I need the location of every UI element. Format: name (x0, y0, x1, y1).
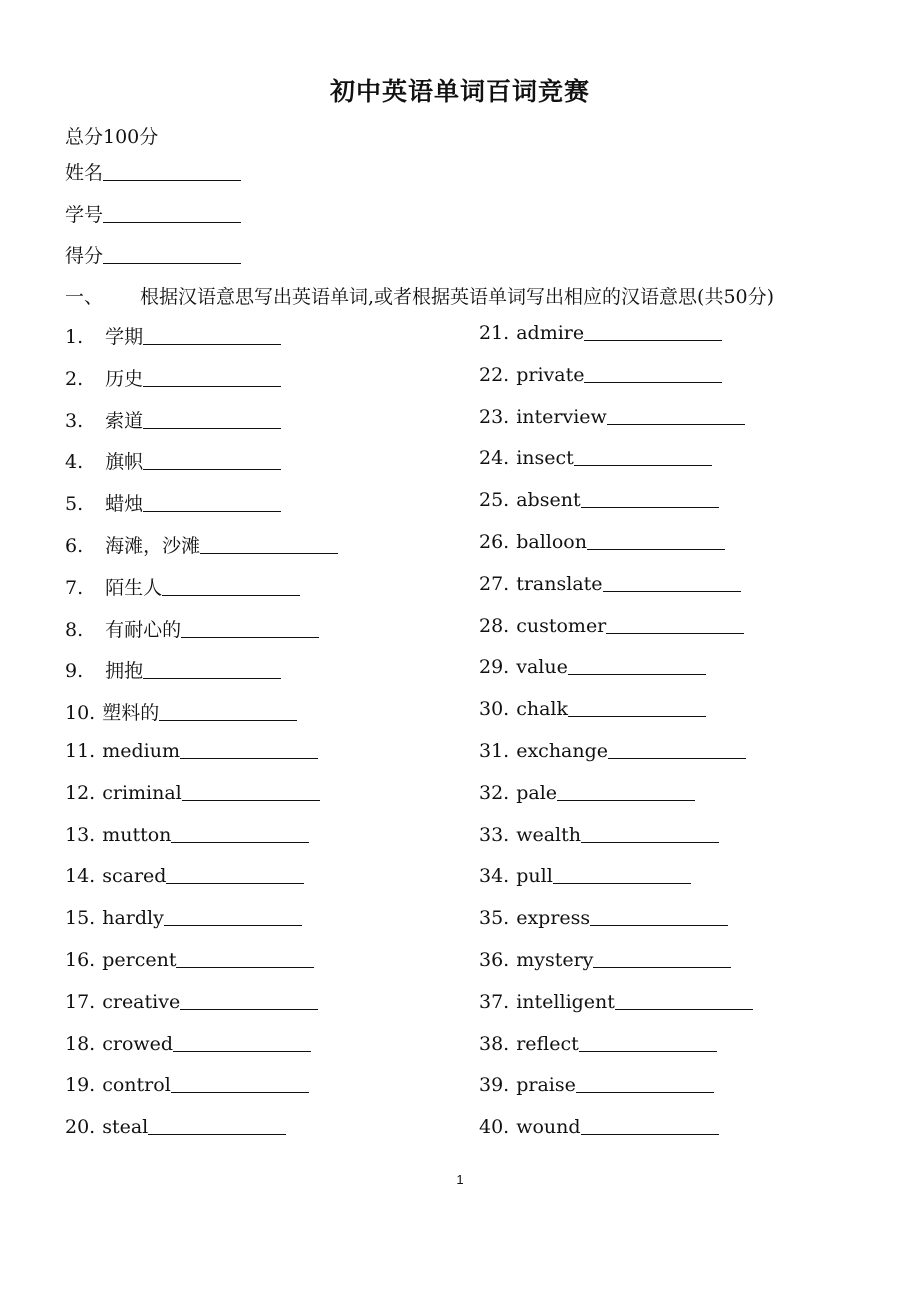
question-word: 历史 (105, 367, 144, 390)
answer-blank[interactable] (164, 907, 302, 926)
question-number: 15. (65, 907, 96, 930)
question-item (65, 447, 338, 489)
question-word: balloon (516, 530, 587, 553)
question-word: hardly (102, 907, 164, 930)
question-number: 32. (479, 781, 510, 804)
answer-blank[interactable] (181, 619, 319, 638)
question-item (479, 740, 753, 782)
total-score: 总分100分 (65, 126, 159, 148)
question-word: mystery (516, 948, 594, 971)
student-id-field (65, 200, 241, 227)
right-question-column (479, 322, 753, 1158)
score-label: 得分 (65, 245, 104, 267)
answer-blank[interactable] (581, 489, 719, 508)
answer-blank[interactable] (159, 702, 297, 721)
question-number: 21. (479, 322, 510, 344)
question-item (65, 573, 338, 615)
answer-blank[interactable] (180, 740, 318, 759)
question-number: 8. (65, 618, 84, 641)
score-field (65, 241, 241, 268)
question-number: 16. (65, 948, 96, 971)
name-blank[interactable] (103, 162, 241, 181)
question-word: exchange (516, 739, 609, 762)
question-number: 19. (65, 1074, 96, 1097)
question-item (65, 740, 338, 782)
question-item (65, 1116, 338, 1158)
question-word: 旗帜 (105, 451, 144, 474)
answer-blank[interactable] (162, 577, 300, 596)
question-item (65, 322, 338, 364)
answer-blank[interactable] (182, 782, 320, 801)
answer-blank[interactable] (606, 615, 744, 634)
question-number: 30. (479, 698, 510, 721)
name-label: 姓名 (65, 162, 104, 184)
answer-blank[interactable] (143, 493, 281, 512)
question-word: 海滩，沙滩 (105, 534, 201, 557)
question-word: customer (516, 614, 607, 637)
student-id-label: 学号 (65, 204, 104, 226)
question-item (479, 656, 753, 698)
question-word: absent (516, 489, 581, 512)
question-item (65, 907, 338, 949)
answer-blank[interactable] (574, 447, 712, 466)
answer-blank[interactable] (148, 1116, 286, 1135)
question-number: 17. (65, 990, 96, 1013)
answer-blank[interactable] (553, 865, 691, 884)
question-number: 14. (65, 865, 96, 888)
answer-blank[interactable] (143, 451, 281, 470)
answer-blank[interactable] (180, 991, 318, 1010)
question-number: 33. (479, 823, 510, 846)
question-word: scared (102, 865, 167, 888)
question-number: 35. (479, 907, 510, 930)
answer-blank[interactable] (607, 406, 745, 425)
question-word: 蜡烛 (105, 493, 144, 516)
question-number: 10. (65, 702, 96, 725)
score-blank[interactable] (103, 245, 241, 264)
question-word: interview (516, 405, 607, 428)
answer-blank[interactable] (581, 1116, 719, 1135)
question-number: 23. (479, 405, 510, 428)
answer-blank[interactable] (176, 949, 314, 968)
question-word: wound (516, 1116, 581, 1139)
question-item (479, 322, 753, 364)
question-word: medium (102, 739, 180, 762)
question-item (479, 1074, 753, 1116)
section-instruction: 根据汉语意思写出英语单词,或者根据英语单词写出相应的汉语意思(共50分) (140, 286, 775, 308)
question-item (479, 907, 753, 949)
answer-blank[interactable] (587, 531, 725, 550)
answer-blank[interactable] (579, 1033, 717, 1052)
question-word: steal (102, 1116, 149, 1139)
question-word: percent (102, 948, 177, 971)
name-field (65, 158, 241, 185)
question-number: 29. (479, 656, 510, 679)
question-item (479, 531, 753, 573)
question-number: 22. (479, 363, 510, 386)
question-word: express (516, 907, 591, 930)
question-item (479, 824, 753, 866)
question-number: 4. (65, 451, 84, 474)
answer-blank[interactable] (171, 1074, 309, 1093)
page-title: 初中英语单词百词竞赛 (329, 77, 590, 106)
question-number: 7. (65, 576, 84, 599)
question-number: 3. (65, 409, 84, 432)
question-word: reflect (516, 1032, 579, 1055)
question-item (479, 949, 753, 991)
question-word: value (516, 656, 568, 679)
page-number: 1 (456, 1172, 464, 1187)
question-item (65, 656, 338, 698)
answer-blank[interactable] (603, 573, 741, 592)
question-item (479, 782, 753, 824)
answer-blank[interactable] (173, 1033, 311, 1052)
question-number: 18. (65, 1032, 96, 1055)
question-number: 6. (65, 534, 84, 557)
question-word: 学期 (105, 326, 144, 348)
question-word: criminal (102, 781, 182, 804)
question-word: 塑料的 (102, 702, 160, 725)
question-word: 拥抱 (105, 660, 144, 683)
section-number: 一、 (65, 286, 104, 308)
question-word: admire (516, 322, 585, 344)
answer-blank[interactable] (143, 660, 281, 679)
question-number: 2. (65, 367, 84, 390)
question-number: 11. (65, 739, 96, 762)
question-word: intelligent (516, 990, 615, 1013)
question-item (479, 447, 753, 489)
question-number: 39. (479, 1074, 510, 1097)
student-id-blank[interactable] (103, 204, 241, 223)
question-item (65, 489, 338, 531)
question-number: 34. (479, 865, 510, 888)
question-item (479, 406, 753, 448)
question-number: 26. (479, 530, 510, 553)
answer-blank[interactable] (584, 322, 722, 341)
question-item (65, 698, 338, 740)
answer-blank[interactable] (143, 410, 281, 429)
question-item (65, 991, 338, 1033)
answer-blank[interactable] (590, 907, 728, 926)
question-item (479, 865, 753, 907)
question-item (65, 865, 338, 907)
question-item (479, 1033, 753, 1075)
question-number: 9. (65, 660, 84, 683)
question-word: 陌生人 (105, 576, 163, 599)
answer-blank[interactable] (171, 824, 309, 843)
question-number: 12. (65, 781, 96, 804)
question-item (65, 615, 338, 657)
question-item (479, 573, 753, 615)
question-word: pull (516, 865, 553, 888)
question-item (65, 782, 338, 824)
question-number: 37. (479, 990, 510, 1013)
question-word: 索道 (105, 409, 144, 432)
question-number: 5. (65, 493, 84, 516)
question-word: chalk (516, 698, 569, 721)
question-number: 40. (479, 1116, 510, 1139)
question-item (479, 698, 753, 740)
question-number: 36. (479, 948, 510, 971)
answer-blank[interactable] (557, 782, 695, 801)
question-number: 20. (65, 1116, 96, 1139)
answer-blank[interactable] (576, 1074, 714, 1093)
answer-blank[interactable] (143, 368, 281, 387)
question-number: 13. (65, 823, 96, 846)
answer-blank[interactable] (615, 991, 753, 1010)
question-number: 38. (479, 1032, 510, 1055)
question-item (65, 824, 338, 866)
answer-blank[interactable] (143, 326, 281, 345)
answer-blank[interactable] (608, 740, 746, 759)
answer-blank[interactable] (568, 698, 706, 717)
answer-blank[interactable] (200, 535, 338, 554)
answer-blank[interactable] (581, 824, 719, 843)
question-word: 有耐心的 (105, 618, 182, 641)
question-word: mutton (102, 823, 172, 846)
left-question-column (65, 322, 338, 1158)
question-item (479, 489, 753, 531)
answer-blank[interactable] (584, 364, 722, 383)
answer-blank[interactable] (568, 656, 706, 675)
question-item (479, 1116, 753, 1158)
question-number: 28. (479, 614, 510, 637)
question-word: wealth (516, 823, 582, 846)
question-item (65, 406, 338, 448)
question-item (65, 1033, 338, 1075)
answer-blank[interactable] (593, 949, 731, 968)
question-number: 31. (479, 739, 510, 762)
question-word: insect (516, 447, 574, 470)
question-item (479, 991, 753, 1033)
question-item (65, 949, 338, 991)
answer-blank[interactable] (166, 865, 304, 884)
question-word: crowed (102, 1032, 174, 1055)
question-word: control (102, 1074, 171, 1097)
question-item (65, 364, 338, 406)
question-word: private (516, 363, 585, 386)
section-heading (65, 282, 774, 309)
question-item (479, 615, 753, 657)
question-word: translate (516, 572, 603, 595)
question-item (65, 531, 338, 573)
question-number: 24. (479, 447, 510, 470)
question-word: creative (102, 990, 181, 1013)
question-number: 1. (65, 326, 84, 348)
question-item (479, 364, 753, 406)
question-number: 25. (479, 489, 510, 512)
question-word: pale (516, 781, 558, 804)
question-item (65, 1074, 338, 1116)
question-word: praise (516, 1074, 576, 1097)
question-number: 27. (479, 572, 510, 595)
